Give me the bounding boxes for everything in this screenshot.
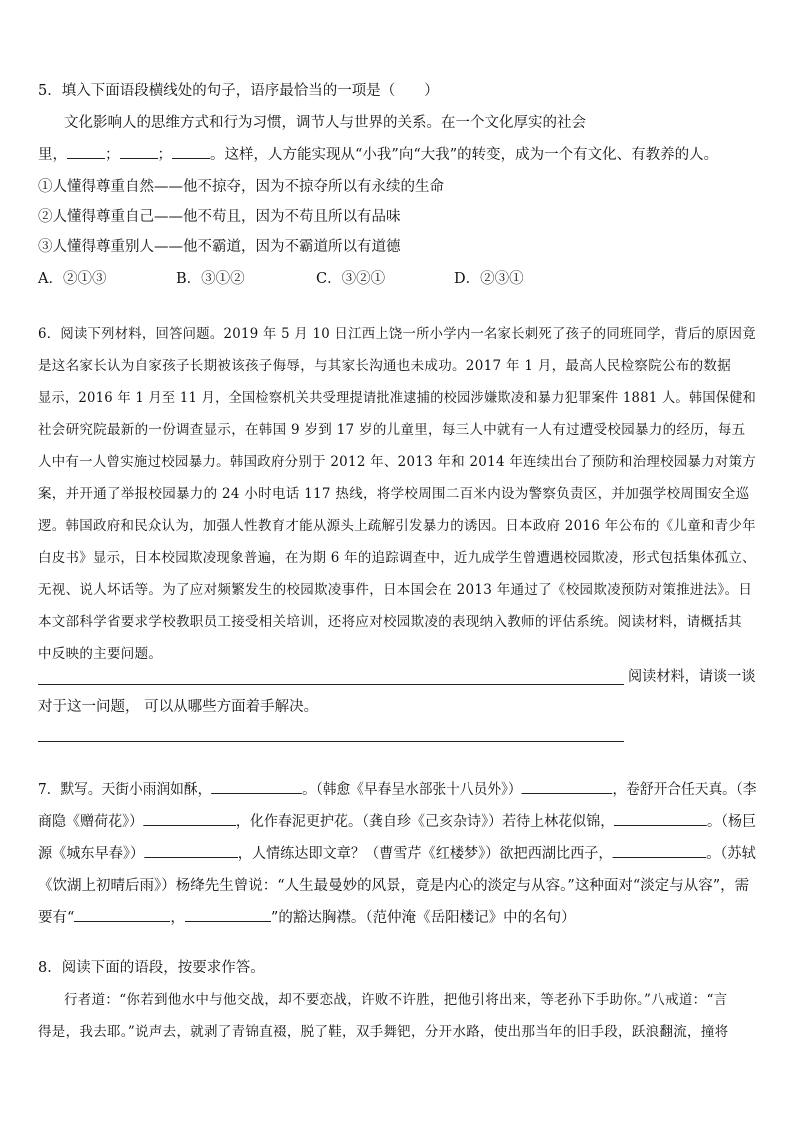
- q5-option-a[interactable]: A．②①③: [38, 271, 107, 287]
- q5-option-c[interactable]: C．③②①: [316, 271, 386, 287]
- q8-stem: 8．阅读下面的语段，按要求作答。: [38, 960, 265, 976]
- q5-option-d[interactable]: D．②③①: [454, 271, 524, 287]
- q7-text: ，卷舒开合任天真。（李: [612, 782, 757, 798]
- q6-line: 是这名家长认为自家孩子长期被该孩子侮辱，与其家长沟通也未成功。2017 年 1 月，最高人民检察院公布的数据: [38, 358, 732, 374]
- q6-line: 6．阅读下列材料，回答问题。2019 年 5 月 10 日江西上饶一所小学内一名家长刺死了孩子的同班同学，背后的原因竟: [38, 326, 756, 342]
- q6-line: 社会研究院最新的一份调查显示，在韩国 9 岁到 17 岁的儿童里，每三人中就有一人有过遭受校园暴力的经历，每五: [38, 422, 746, 438]
- q6-line: 人中有一人曾实施过校园暴力。韩国政府分别于 2012 年、2013 年和 2014 年连续出台了预防和治理校园暴力对策方: [38, 454, 757, 470]
- q5-item-1: ①人懂得尊重自然——他不掠夺，因为不掠夺所以有永续的生命: [38, 179, 444, 195]
- q7-blank[interactable]: [522, 779, 613, 794]
- q6-tail-2: 对于这一问题， 可以从哪些方面着手解决。: [38, 699, 319, 715]
- q7-blank[interactable]: [614, 811, 707, 826]
- q5-stem: 5．填入下面语段横线处的句子，语序最恰当的一项是（ ）: [38, 83, 439, 99]
- q7-line-1: [38, 779, 756, 801]
- q7-text: 。（韩愈《早春呈水部张十八员外》）: [302, 782, 522, 798]
- q5-option-b[interactable]: B．③①②: [176, 271, 245, 287]
- q6-line: 案，并开通了举报校园暴力的 24 小时电话 117 热线，将学校周围二百米内设为警察负责区，并加强学校周围安全巡: [38, 486, 750, 502]
- q6-line: 中反映的主要问题。: [38, 646, 163, 662]
- q7-line-3: [38, 843, 756, 865]
- q5-item-3: ③人懂得尊重别人——他不霸道，因为不霸道所以有道德: [38, 239, 401, 255]
- q7-line-5: [38, 907, 576, 929]
- q7-blank[interactable]: [74, 907, 170, 922]
- q6-answer-line-1[interactable]: [38, 684, 624, 685]
- q7-text: 要有“: [38, 910, 75, 926]
- q5-blank-2[interactable]: [120, 144, 158, 159]
- q6-line: 白皮书》显示，日本校园欺凌现象普遍，在为期 6 年的追踪调查中，近九成学生曾遭遇校园欺凌，形式包括集体孤立、: [38, 550, 756, 566]
- q7-blank[interactable]: [211, 779, 302, 794]
- q5-sep-1: ；: [105, 147, 120, 163]
- q6-tail-1: 阅读材料，请谈一谈: [628, 669, 756, 685]
- q7-text: ，: [170, 910, 185, 926]
- q6-line: 本文部科学省要求学校教职员工接受相关培训，还将应对校园欺凌的表现纳入教师的评估系统。阅读材料，请概括其: [38, 614, 742, 630]
- q7-text: 源《城东早春》）: [38, 846, 145, 862]
- q7-line-4: 《饮湖上初晴后雨》）杨绛先生曾说：“人生最曼妙的风景，竟是内心的淡定与从容。”这种面对“淡定与从容”，需: [38, 878, 750, 894]
- q6-line: 无视、说人坏话等。为了应对频繁发生的校园欺凌事件，日本国会在 2013 年通过了《校园欺凌预防对策推进法》。日: [38, 582, 753, 598]
- q7-text: 7．默写。天街小雨润如酥，: [38, 782, 212, 798]
- q7-text: 。（杨巨: [706, 814, 757, 830]
- q5-passage-line-1: 文化影响人的思维方式和行为习惯，调节人与世界的关系。在一个文化厚实的社会: [64, 115, 586, 131]
- q7-blank[interactable]: [613, 843, 707, 858]
- q5-blank-1[interactable]: [67, 144, 105, 159]
- q7-blank[interactable]: [185, 907, 271, 922]
- q8-line: 行者道：“你若到他水中与他交战，却不要恋战，许败不许胜，把他引将出来，等老孙下手助你。”八戒道：“言: [64, 992, 728, 1008]
- q5-options: [38, 268, 524, 290]
- q6-line: 显示，2016 年 1 月至 11 月，全国检察机关共受理提请批准逮捕的校园涉嫌欺凌和暴力犯罪案件 1881 人。韩国保健和: [38, 390, 757, 406]
- q5-blank-3[interactable]: [172, 144, 210, 159]
- q7-blank[interactable]: [143, 811, 236, 826]
- q7-line-2: [38, 811, 756, 833]
- q7-blank[interactable]: [144, 843, 238, 858]
- q7-text: ，化作春泥更护花。（龚自珍《己亥杂诗》）若待上林花似锦，: [235, 814, 615, 830]
- q5-passage-end: 。这样，人方能实现从“小我”向“大我”的转变，成为一个有文化、有教养的人。: [210, 147, 719, 163]
- q5-passage-start: 里，: [38, 147, 67, 163]
- q6-answer-line-2[interactable]: [38, 741, 624, 742]
- q7-text: ”的豁达胸襟。（范仲淹《岳阳楼记》中的名句）: [270, 910, 576, 926]
- q5-passage-line-2: [38, 144, 718, 166]
- q7-text: 。（苏轼: [706, 846, 756, 862]
- q5-sep-2: ；: [157, 147, 172, 163]
- q7-text: ，人情练达即文章？（曹雪芹《红楼梦》）欲把西湖比西子，: [237, 846, 613, 862]
- q8-line: 得是，我去耶。”说声去，就剥了青锦直裰，脱了鞋，双手舞钯，分开水路，使出那当年的旧手段，跃浪翻流，撞将: [38, 1024, 729, 1040]
- q7-text: 商隐《赠荷花》）: [38, 814, 144, 830]
- q5-item-2: ②人懂得尊重自己——他不苟且，因为不苟且所以有品味: [38, 209, 401, 225]
- q6-line: 逻。韩国政府和民众认为，加强人性教育才能从源头上疏解引发暴力的诱因。日本政府 2016 年公布的《儿童和青少年: [38, 518, 756, 534]
